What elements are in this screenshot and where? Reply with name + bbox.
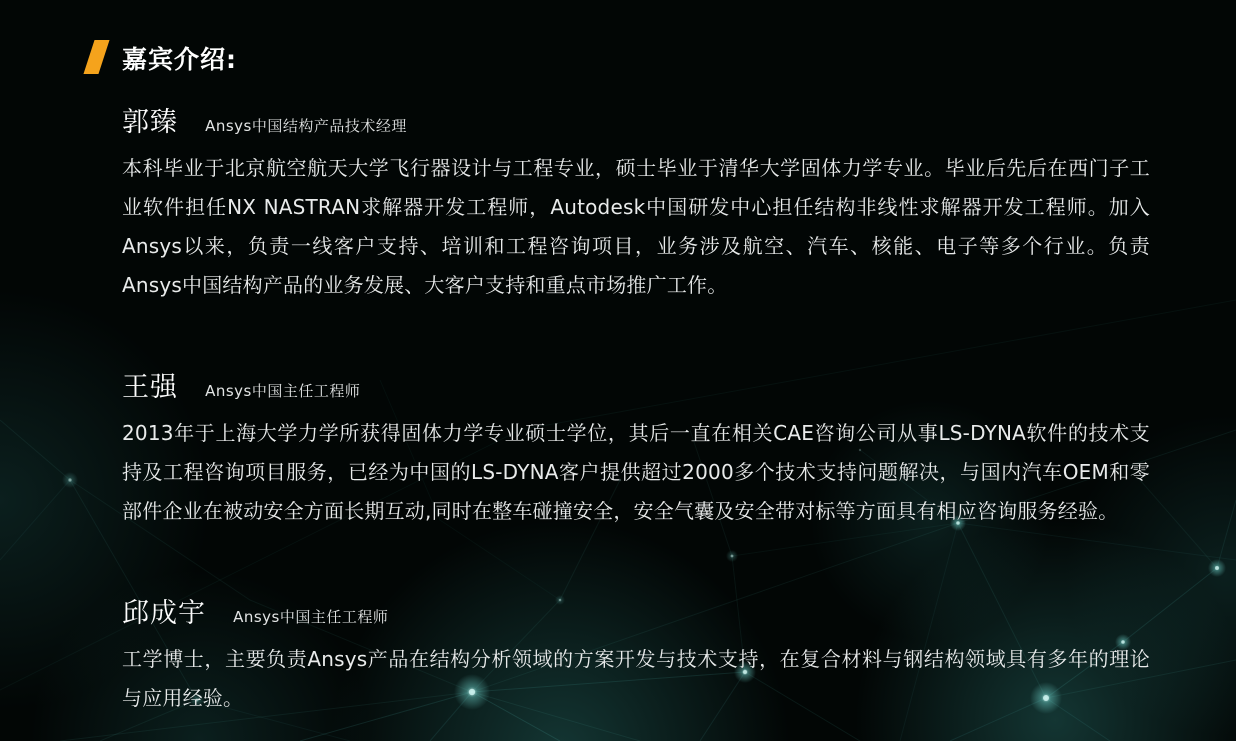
- speaker-block-qiuchengyu: [122, 591, 1150, 718]
- content-area: [122, 40, 1150, 741]
- speaker-block-guozhen: [122, 100, 1150, 305]
- speaker-role: Ansys中国结构产品技术经理: [205, 117, 407, 135]
- speaker-bio: 工学博士，主要负责Ansys产品在结构分析领域的方案开发与技术支持，在复合材料与钢结构领域具有多年的理论与应用经验。: [122, 647, 1150, 710]
- speaker-name: 郭臻: [122, 107, 178, 138]
- speaker-header: [122, 591, 1150, 630]
- speaker-role: Ansys中国主任工程师: [205, 382, 361, 400]
- speaker-role: Ansys中国主任工程师: [233, 608, 389, 626]
- speaker-header: [122, 100, 1150, 139]
- speaker-bio: 本科毕业于北京航空航天大学飞行器设计与工程专业，硕士毕业于清华大学固体力学专业。毕业后先后在西门子工业软件担任NX NASTRAN求解器开发工程师，Autodesk中国研发中心担任结构非线性求解器开发工程师。加入Ansys以来，负责一线客户支持、培训和工程咨询项目，业务涉及航空、汽车、核能、电子等多个行业。负责Ansys中国结构产品的业务发展、大客户支持和重点市场推广工作。: [122, 156, 1150, 297]
- section-header: [122, 40, 1150, 76]
- speaker-block-wangqiang: [122, 365, 1150, 531]
- speaker-name: 王强: [122, 372, 178, 403]
- speaker-header: [122, 365, 1150, 404]
- page-title: 嘉宾介绍:: [122, 45, 237, 74]
- speaker-bio: 2013年于上海大学力学所获得固体力学专业硕士学位，其后一直在相关CAE咨询公司从事LS-DYNA软件的技术支持及工程咨询项目服务，已经为中国的LS-DYNA客户提供超过2000多个技术支持问题解决，与国内汽车OEM和零部件企业在被动安全方面长期互动,同时在整车碰撞安全，安全气囊及安全带对标等方面具有相应咨询服务经验。: [122, 421, 1150, 523]
- speaker-name: 邱成宇: [122, 598, 206, 629]
